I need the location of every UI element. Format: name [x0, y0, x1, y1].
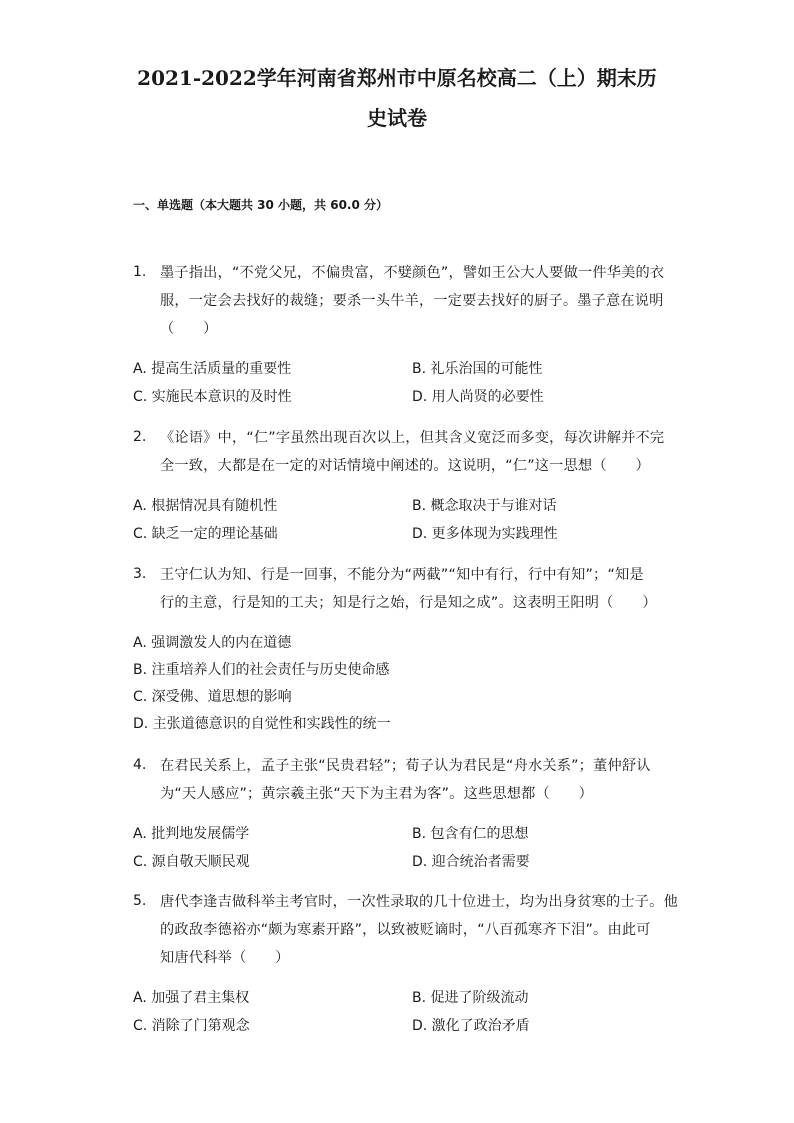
option-c[interactable]: C. 消除了门第观念	[133, 1018, 250, 1034]
question-text-line: 服，一定会去找好的裁缝；要杀一头牛羊，一定要去找好的厨子。墨子意在说明	[160, 293, 664, 309]
option-b[interactable]: B. 礼乐治国的可能性	[412, 361, 543, 377]
option-a[interactable]: A. 加强了君主集权	[133, 990, 250, 1006]
option-c[interactable]: C. 缺乏一定的理论基础	[133, 526, 278, 542]
page-title-line-2: 史试卷	[367, 106, 427, 130]
option-a[interactable]: A. 强调激发人的内在道德	[133, 635, 292, 651]
question-text-line: 王守仁认为知、行是一回事，不能分为“两截”“知中有行，行中有知”；“知是	[160, 567, 644, 583]
option-b[interactable]: B. 促进了阶级流动	[412, 990, 529, 1006]
option-d[interactable]: D. 用人尚贤的必要性	[412, 389, 544, 405]
question-number: 5.	[133, 893, 147, 909]
option-d[interactable]: D. 迎合统治者需要	[412, 854, 530, 870]
question-number: 2.	[133, 429, 147, 445]
question-text-line: 知唐代科举（ ）	[160, 950, 290, 966]
question-number: 4.	[133, 757, 147, 773]
question-number: 1.	[133, 264, 147, 280]
question-text-line: 《论语》中，“仁”字虽然出现百次以上，但其含义宽泛而多变，每次讲解并不完	[160, 430, 665, 446]
option-b[interactable]: B. 包含有仁的思想	[412, 826, 529, 842]
option-c[interactable]: C. 深受佛、道思想的影响	[133, 689, 292, 705]
section-header: 一、单选题（本大题共 30 小题，共 60.0 分）	[133, 198, 389, 212]
option-d[interactable]: D. 激化了政治矛盾	[412, 1018, 530, 1034]
question-text-line: 行的主意，行是知的工夫；知是行之始，行是知之成”。这表明王阳明（ ）	[160, 595, 657, 611]
option-c[interactable]: C. 实施民本意识的及时性	[133, 389, 292, 405]
option-b[interactable]: B. 注重培养人们的社会责任与历史使命感	[133, 662, 390, 678]
option-a[interactable]: A. 根据情况具有随机性	[133, 498, 278, 514]
question-text-line: 墨子指出，“不党父兄，不偏贵富，不嬖颜色”，譬如王公大人要做一件华美的衣	[160, 265, 665, 281]
option-d[interactable]: D. 更多体现为实践理性	[412, 526, 558, 542]
question-text-line: 唐代李逢吉做科举主考官时，一次性录取的几十位进士，均为出身贫寒的士子。他	[160, 894, 678, 910]
question-text-line: 全一致，大都是在一定的对话情境中阐述的。这说明，“仁”这一思想（ ）	[160, 458, 650, 474]
option-c[interactable]: C. 源自敬天顺民观	[133, 854, 250, 870]
option-a[interactable]: A. 提高生活质量的重要性	[133, 361, 292, 377]
question-number: 3.	[133, 566, 147, 582]
question-text-line: 在君民关系上，孟子主张“民贵君轻”；荀子认为君民是“舟水关系”；董仲舒认	[160, 758, 651, 774]
option-d[interactable]: D. 主张道德意识的自觉性和实践性的统一	[133, 716, 391, 732]
option-b[interactable]: B. 概念取决于与谁对话	[412, 498, 557, 514]
question-text-line: （ ）	[160, 321, 218, 337]
question-text-line: 的政敌李德裕亦“颇为寒素开路”，以致被贬谪时，“八百孤寒齐下泪”。由此可	[160, 922, 651, 938]
page-title-line-1: 2021-2022学年河南省郑州市中原名校高二（上）期末历	[137, 66, 657, 90]
question-text-line: 为“天人感应”；黄宗羲主张“天下为主君为客”。这些思想都（ ）	[160, 786, 594, 802]
option-a[interactable]: A. 批判地发展儒学	[133, 826, 250, 842]
